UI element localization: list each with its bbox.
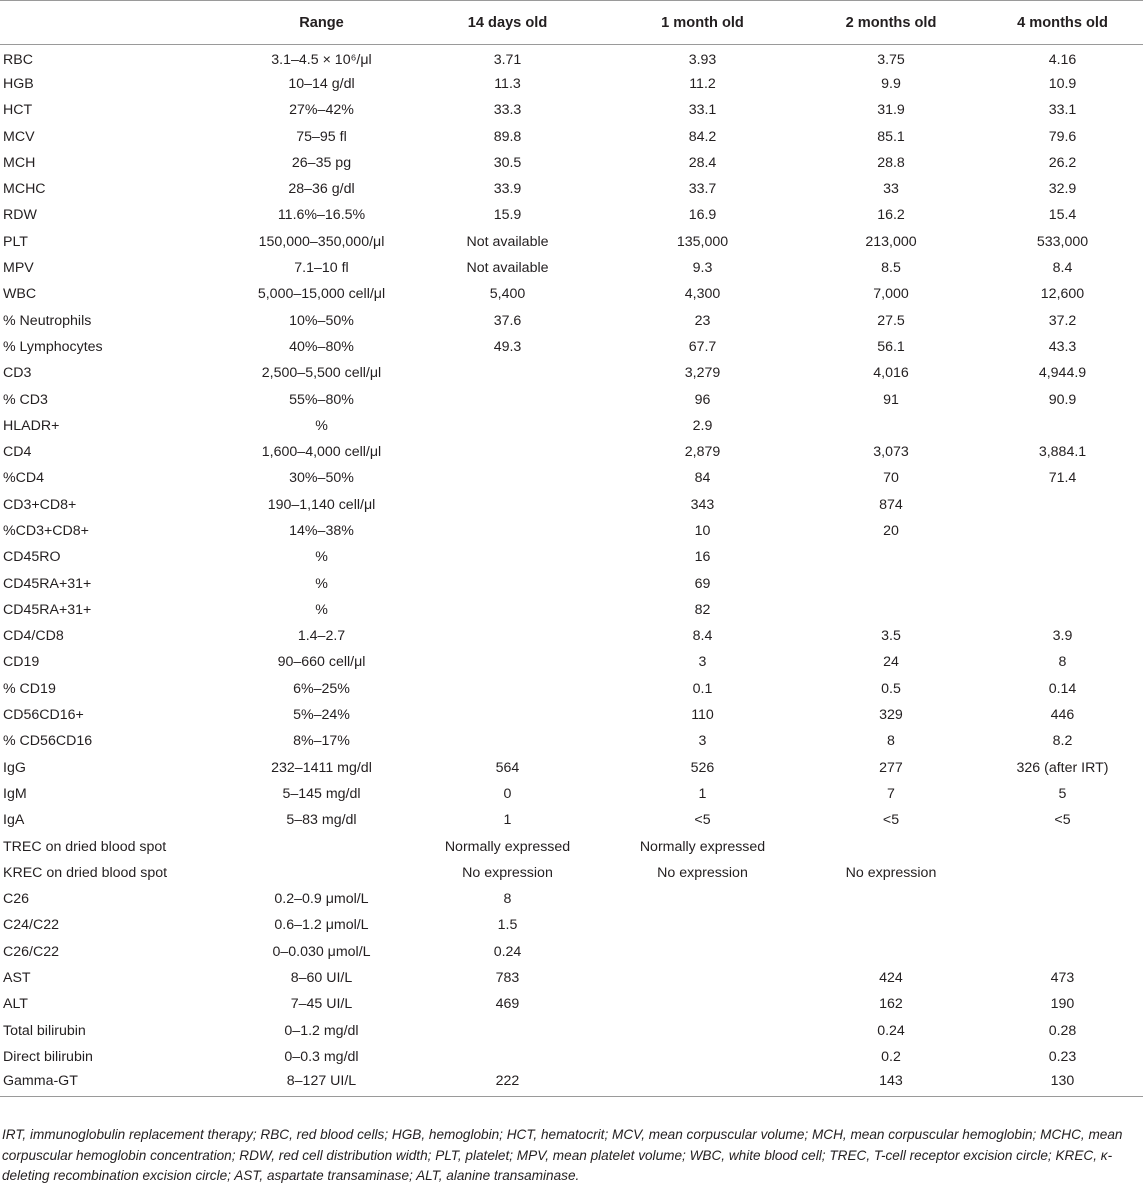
cell-14-days: 5,400 (489, 286, 526, 303)
cell-14-days: 8 (503, 891, 512, 908)
cell-4-months: 26.2 (1048, 154, 1077, 171)
cell-1-month: 135,000 (676, 233, 729, 250)
table-row (0, 833, 1143, 859)
cell-14-days: 49.3 (493, 338, 522, 355)
cell-14-days (410, 623, 605, 649)
cell-range: 190–1,140 cell/μl (267, 496, 376, 513)
cell-2-months: 3.5 (881, 628, 901, 645)
cell-parameter: CD45RA+31+ (3, 601, 92, 618)
cell-range: % (315, 417, 328, 434)
cell-range: 8–127 UI/L (233, 1070, 410, 1096)
cell-2-months: 16.2 (877, 207, 905, 224)
cell-4-months: 473 (1050, 970, 1075, 987)
cell-4-months: 32.9 (1048, 181, 1077, 198)
cell-1-month: 67.7 (688, 338, 717, 355)
cell-1-month (605, 886, 800, 912)
cell-14-days (410, 413, 605, 439)
header-2-months: 2 months old (800, 1, 982, 45)
cell-1-month: 343 (690, 496, 715, 513)
cell-parameter: C26/C22 (3, 943, 59, 960)
cell-2-months (800, 912, 982, 938)
table-footnote: IRT, immunoglobulin replacement therapy; RBC, red blood cells; HGB, hemoglobin; HCT, hematocrit; MCV, mean corpuscular volume; MCH, mean corpuscular hemoglobin; MCHC, mean corpuscular hemoglobin concentration; RDW, red cell distribution width; PLT, platelet; MPV, mean platelet volume; WBC, white blood cell; TREC, T-cell receptor excision circle; KREC, κ-deleting recombination excision circle; AST, aspartate transaminase; ALT, alanine transaminase. (2, 1127, 1123, 1183)
table-row (0, 728, 1143, 754)
cell-2-months: 56.1 (877, 338, 905, 355)
cell-range: 0.6–1.2 μmol/L (274, 917, 369, 934)
cell-14-days: Not available (466, 233, 549, 250)
table-row (0, 123, 1143, 149)
cell-parameter: % Neutrophils (3, 312, 92, 329)
cell-1-month: 69 (694, 575, 711, 592)
cell-range: 232–1411 mg/dl (271, 759, 372, 776)
cell-2-months: 162 (879, 996, 903, 1013)
cell-4-months: 90.9 (1048, 391, 1077, 408)
cell-2-months: 0.2 (881, 1048, 901, 1065)
cell-parameter: CD4/CD8 (3, 628, 64, 645)
cell-range: % (315, 601, 328, 618)
cell-14-days: 469 (495, 996, 520, 1013)
cell-1-month: 3 (698, 733, 707, 750)
cell-1-month: 11.2 (689, 75, 716, 92)
table-row (0, 281, 1143, 307)
table-row (0, 676, 1143, 702)
cell-range: 11.6%–16.5% (277, 207, 366, 224)
table-row (0, 597, 1143, 623)
cell-14-days: Normally expressed (444, 838, 571, 855)
table-row (0, 360, 1143, 386)
table-row (0, 1070, 1143, 1096)
cell-1-month: 84 (694, 470, 711, 487)
cell-2-months (800, 413, 982, 439)
cell-4-months: 326 (after IRT) (1016, 759, 1109, 776)
table-row (0, 97, 1143, 123)
cell-parameter: %CD3+CD8+ (3, 522, 89, 539)
table-row (0, 202, 1143, 228)
table-row (0, 255, 1143, 281)
cell-2-months: 91 (883, 391, 899, 408)
cell-range: 30%–50% (289, 470, 354, 487)
cell-parameter: Direct bilirubin (3, 1048, 93, 1065)
cell-1-month: 526 (690, 759, 715, 776)
table-row (0, 492, 1143, 518)
table-row (0, 334, 1143, 360)
cell-4-months: 4.16 (1048, 51, 1077, 68)
cell-4-months: 33.1 (1048, 102, 1077, 119)
cell-range: 8%–17% (293, 733, 350, 750)
cell-4-months: 190 (1050, 996, 1075, 1013)
table-row (0, 860, 1143, 886)
table-row (0, 465, 1143, 491)
cell-14-days: 3.71 (493, 51, 522, 68)
cell-14-days: Not available (466, 260, 549, 277)
cell-4-months: 10.9 (1048, 75, 1077, 92)
cell-4-months: 0.14 (1048, 680, 1077, 697)
cell-range: 28–36 g/dl (288, 181, 355, 198)
cell-range: 0–0.030 μmol/L (272, 943, 371, 960)
table-row (0, 781, 1143, 807)
cell-parameter: Total bilirubin (3, 1022, 86, 1039)
cell-4-months (982, 912, 1143, 938)
cell-range: 90–660 cell/μl (277, 654, 366, 671)
cell-2-months: 4,016 (873, 365, 909, 382)
cell-4-months: 3.9 (1052, 628, 1073, 645)
cell-1-month: 1 (698, 785, 707, 802)
cell-1-month (605, 912, 800, 938)
cell-parameter: C24/C22 (3, 917, 59, 934)
cell-parameter: ALT (3, 996, 28, 1013)
cell-14-days: 1.5 (497, 917, 518, 934)
cell-1-month (605, 1017, 800, 1043)
cell-1-month: 16 (694, 549, 711, 566)
header-parameter (0, 1, 233, 45)
table-row (0, 939, 1143, 965)
table-row (0, 965, 1143, 991)
cell-14-days (410, 1044, 605, 1070)
cell-range: 0–1.2 mg/dl (284, 1022, 359, 1039)
table-row (0, 176, 1143, 202)
cell-4-months: 8.4 (1052, 260, 1073, 277)
cell-parameter: HGB (3, 75, 34, 92)
cell-4-months: 0.28 (1048, 1022, 1077, 1039)
cell-4-months: 4,944.9 (1038, 365, 1087, 382)
cell-1-month: 2.9 (692, 417, 713, 434)
table-row (0, 991, 1143, 1017)
cell-14-days: 0 (503, 785, 512, 802)
cell-4-months: 8 (1058, 654, 1067, 671)
cell-range: 55%–80% (289, 391, 354, 408)
cell-14-days: 222 (410, 1070, 605, 1096)
cell-14-days: 0.24 (493, 943, 522, 960)
cell-2-months: <5 (882, 812, 900, 829)
table-row (0, 150, 1143, 176)
cell-14-days (410, 360, 605, 386)
cell-4-months (982, 886, 1143, 912)
cell-4-months: 79.6 (1048, 128, 1077, 145)
cell-parameter: MCH (3, 154, 36, 171)
cell-1-month (605, 965, 800, 991)
cell-4-months: 12,600 (1040, 286, 1085, 303)
table-body (0, 45, 1143, 1097)
cell-1-month: 82 (694, 601, 711, 618)
cell-1-month: 9.3 (692, 260, 713, 277)
cell-4-months: 8.2 (1052, 733, 1073, 750)
cell-14-days (410, 728, 605, 754)
cell-parameter: CD56CD16+ (3, 707, 84, 724)
cell-parameter: HCT (3, 102, 33, 119)
cell-parameter: CD45RO (3, 549, 61, 566)
cell-range: 10%–50% (289, 312, 354, 329)
cell-parameter: RBC (3, 51, 33, 68)
table-row (0, 755, 1143, 781)
cell-14-days: 37.6 (493, 312, 522, 329)
cell-range: 10–14 g/dl (288, 75, 355, 92)
cell-1-month: 96 (694, 391, 711, 408)
cell-4-months (982, 544, 1143, 570)
cell-parameter: WBC (3, 286, 37, 303)
header-1-month: 1 month old (605, 1, 800, 45)
cell-4-months (982, 597, 1143, 623)
cell-range: 2,500–5,500 cell/μl (261, 365, 382, 382)
cell-2-months: 70 (883, 470, 899, 487)
cell-parameter: PLT (3, 233, 28, 250)
cell-range (233, 860, 410, 886)
cell-14-days (410, 544, 605, 570)
cell-parameter: Gamma-GT (0, 1070, 233, 1096)
cell-parameter: % CD56CD16 (3, 733, 93, 750)
cell-range: 7–45 UI/L (290, 996, 353, 1013)
cell-4-months (982, 492, 1143, 518)
cell-parameter: % CD19 (3, 680, 56, 697)
cell-14-days (410, 597, 605, 623)
cell-range: 7.1–10 fl (294, 260, 349, 277)
cell-range: 0–0.3 mg/dl (284, 1048, 359, 1065)
cell-1-month: 33.7 (688, 181, 717, 198)
table-row (0, 45, 1143, 71)
cell-2-months (800, 597, 982, 623)
table-row (0, 886, 1143, 912)
table-row (0, 518, 1143, 544)
cell-range: % (315, 549, 328, 566)
cell-2-months (800, 570, 982, 596)
cell-14-days: No expression (462, 864, 553, 881)
cell-2-months: 424 (879, 970, 903, 987)
cell-1-month: 2,879 (684, 444, 721, 461)
cell-range: 5,000–15,000 cell/μl (257, 286, 386, 303)
cell-2-months: 24 (883, 654, 899, 671)
cell-1-month (605, 939, 800, 965)
cell-parameter: %CD4 (3, 470, 44, 487)
cell-1-month: No expression (657, 864, 748, 881)
cell-range: 150,000–350,000/μl (258, 233, 385, 250)
cell-range: 0.2–0.9 μmol/L (274, 891, 369, 908)
cell-2-months (800, 886, 982, 912)
cell-1-month: 10 (694, 522, 711, 539)
cell-2-months: 7,000 (873, 286, 909, 303)
cell-4-months (982, 570, 1143, 596)
cell-14-days (410, 465, 605, 491)
cell-parameter: HLADR+ (3, 417, 60, 434)
cell-parameter: KREC on dried blood spot (3, 864, 168, 881)
cell-range: 14%–38% (289, 522, 354, 539)
cell-4-months: 3,884.1 (1038, 444, 1087, 461)
cell-2-months: 0.24 (877, 1022, 905, 1039)
cell-14-days: 30.5 (493, 154, 522, 171)
cell-14-days (410, 702, 605, 728)
cell-2-months: 277 (879, 759, 903, 776)
cell-1-month: 28.4 (688, 154, 717, 171)
cell-parameter: C26 (3, 891, 30, 908)
cell-14-days (410, 492, 605, 518)
cell-parameter: IgG (3, 759, 26, 776)
cell-2-months: 213,000 (865, 233, 917, 250)
cell-2-months: 0.5 (881, 680, 901, 697)
table-row (0, 544, 1143, 570)
cell-1-month: 8.4 (692, 628, 713, 645)
cell-14-days (410, 518, 605, 544)
cell-1-month: <5 (694, 812, 711, 829)
table-row (0, 1017, 1143, 1043)
table-row (0, 71, 1143, 97)
cell-2-months: 27.5 (877, 312, 905, 329)
cell-14-days (410, 386, 605, 412)
cell-parameter: CD3+CD8+ (3, 496, 77, 513)
cell-parameter: MPV (3, 260, 34, 277)
cell-parameter: CD3 (3, 365, 32, 382)
cell-4-months (982, 413, 1143, 439)
cell-1-month: 3 (698, 654, 707, 671)
cell-1-month: 0.1 (692, 680, 713, 697)
table-row (0, 702, 1143, 728)
cell-2-months: 874 (879, 496, 903, 513)
cell-parameter: CD4 (3, 444, 32, 461)
table-row (0, 649, 1143, 675)
cell-4-months: 15.4 (1048, 207, 1077, 224)
header-14-days: 14 days old (410, 1, 605, 45)
cell-parameter: CD19 (3, 654, 40, 671)
cell-2-months: 9.9 (881, 75, 901, 92)
header-range: Range (233, 1, 410, 45)
cell-2-months: 3,073 (873, 444, 909, 461)
cell-1-month (605, 1070, 800, 1096)
cell-range: 1,600–4,000 cell/μl (261, 444, 382, 461)
cell-1-month: 4,300 (684, 286, 721, 303)
cell-4-months (982, 860, 1143, 886)
cell-range: 5%–24% (293, 707, 350, 724)
cell-1-month: 84.2 (688, 128, 717, 145)
cell-2-months: 31.9 (877, 102, 905, 119)
cell-range: 75–95 fl (296, 128, 347, 145)
cell-1-month: 3,279 (684, 365, 721, 382)
cell-parameter: CD45RA+31+ (3, 575, 92, 592)
header-4-months: 4 months old (982, 1, 1143, 45)
cell-14-days: 1 (503, 812, 512, 829)
cell-2-months: 143 (800, 1070, 982, 1096)
cell-14-days (410, 649, 605, 675)
cell-1-month: Normally expressed (639, 838, 766, 855)
cell-14-days: 15.9 (493, 207, 522, 224)
cell-1-month: 33.1 (688, 102, 717, 119)
cell-4-months (982, 518, 1143, 544)
cell-14-days (410, 676, 605, 702)
cell-14-days (410, 439, 605, 465)
cell-1-month (605, 1044, 800, 1070)
cell-parameter: AST (3, 970, 31, 987)
cell-parameter: RDW (3, 207, 37, 224)
cell-2-months: 20 (883, 522, 899, 539)
cell-parameter: TREC on dried blood spot (3, 838, 167, 855)
cell-range: 3.1–4.5 × 10⁶/μl (271, 51, 372, 68)
cell-range (233, 833, 410, 859)
table-row (0, 623, 1143, 649)
table-row (0, 307, 1143, 333)
cell-14-days: 564 (495, 759, 520, 776)
cell-range: 5–145 mg/dl (282, 785, 361, 802)
cell-4-months (982, 833, 1143, 859)
cell-2-months: 33 (883, 181, 899, 198)
cell-1-month: 23 (694, 312, 711, 329)
cell-parameter: IgA (3, 812, 25, 829)
cell-range: 1.4–2.7 (297, 628, 346, 645)
cell-1-month: 110 (691, 707, 714, 724)
cell-4-months: 533,000 (1036, 233, 1089, 250)
cell-1-month: 16.9 (688, 207, 717, 224)
cell-4-months: 5 (1058, 785, 1067, 802)
cell-2-months: 7 (887, 785, 895, 802)
cell-2-months: 8.5 (881, 260, 901, 277)
cell-14-days: 89.8 (493, 128, 522, 145)
table-row (0, 413, 1143, 439)
cell-2-months (800, 833, 982, 859)
cell-14-days (410, 570, 605, 596)
table-row (0, 912, 1143, 938)
cell-parameter: IgM (3, 785, 27, 802)
cell-range: 8–60 UI/L (290, 970, 353, 987)
cell-14-days (410, 1017, 605, 1043)
cell-range: % (315, 575, 328, 592)
cell-parameter: MCHC (3, 181, 46, 198)
cell-14-days: 11.3 (494, 75, 521, 92)
table-row (0, 570, 1143, 596)
cell-2-months: 8 (887, 733, 895, 750)
cell-range: 40%–80% (289, 338, 354, 355)
cell-parameter: % CD3 (3, 391, 48, 408)
cell-2-months: 3.75 (877, 51, 905, 68)
cell-2-months: No expression (845, 864, 937, 881)
cell-4-months: 43.3 (1048, 338, 1077, 355)
cell-4-months: 130 (982, 1070, 1143, 1096)
cell-2-months: 28.8 (877, 154, 905, 171)
table-header-row (0, 1, 1143, 45)
cell-2-months (800, 544, 982, 570)
cell-14-days: 33.9 (493, 181, 522, 198)
cell-range: 5–83 mg/dl (286, 812, 357, 829)
cell-2-months (800, 939, 982, 965)
cell-4-months (982, 939, 1143, 965)
table-row (0, 386, 1143, 412)
cell-4-months: 71.4 (1048, 470, 1077, 487)
cell-parameter: MCV (3, 128, 35, 145)
table-row (0, 439, 1143, 465)
cell-1-month: 3.93 (688, 51, 717, 68)
cell-range: 6%–25% (293, 680, 350, 697)
cell-2-months: 329 (879, 707, 903, 724)
cell-4-months: 37.2 (1048, 312, 1077, 329)
cell-parameter: % Lymphocytes (3, 338, 103, 355)
cell-4-months: 0.23 (1048, 1048, 1077, 1065)
table-row (0, 229, 1143, 255)
cell-range: 27%–42% (289, 102, 354, 119)
table-row (0, 1044, 1143, 1070)
cell-14-days: 33.3 (493, 102, 522, 119)
table-row (0, 807, 1143, 833)
cell-2-months: 85.1 (877, 128, 905, 145)
cell-4-months: <5 (1054, 812, 1071, 829)
cell-14-days: 783 (495, 970, 520, 987)
cell-1-month (605, 991, 800, 1017)
cell-4-months: 446 (1050, 707, 1075, 724)
cell-range: 26–35 pg (291, 154, 352, 171)
